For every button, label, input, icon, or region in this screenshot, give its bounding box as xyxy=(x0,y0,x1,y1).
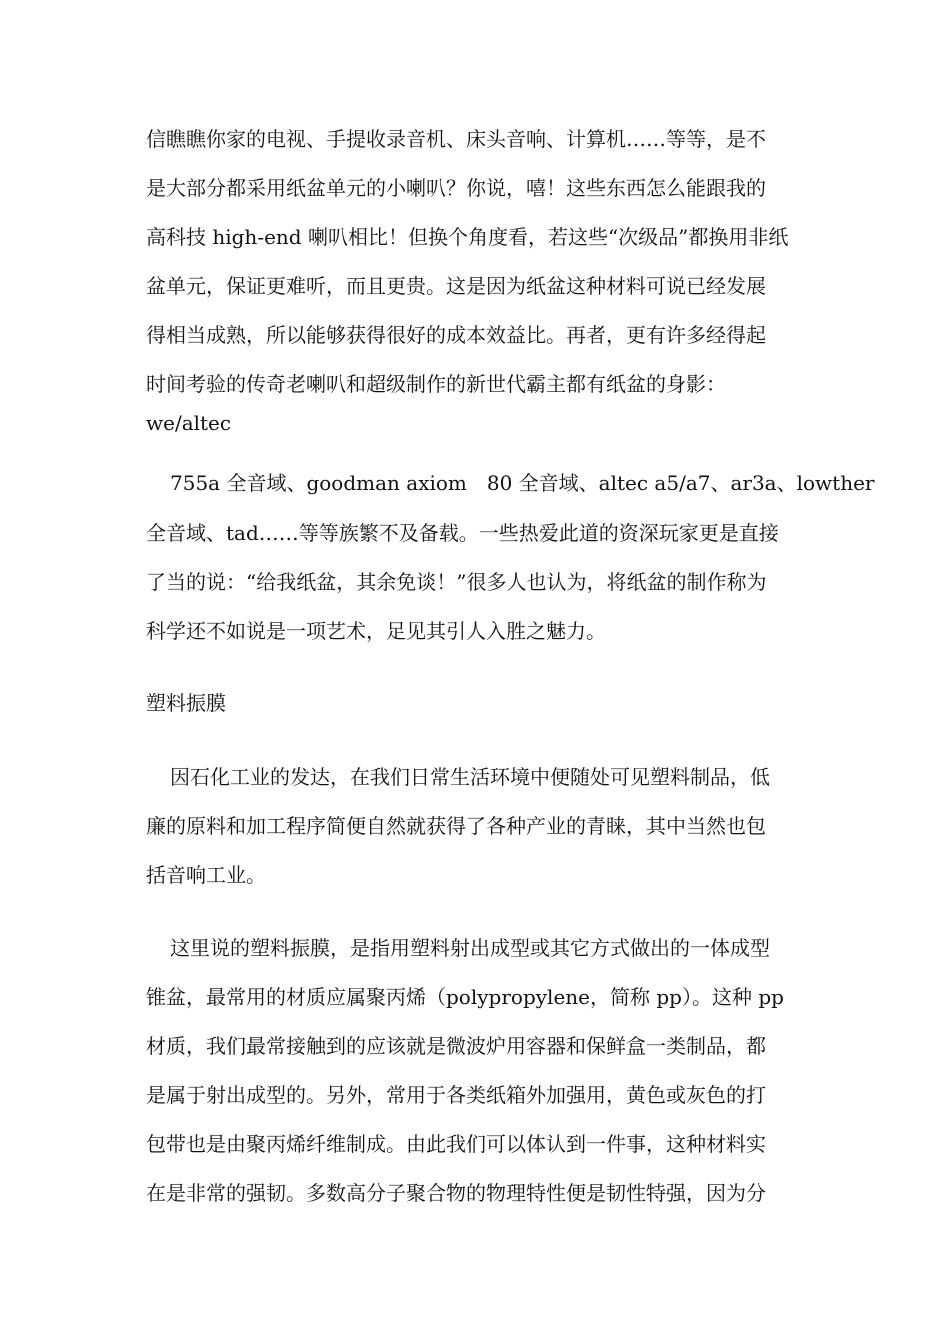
paragraph-line: 高科技 high-end 喇叭相比！但换个角度看，若这些“次级品”都换用非纸 xyxy=(146,225,789,249)
paragraph-line: 755a 全音域、goodman axiom 80 全音域、altec a5/a7、ar3a、lowther xyxy=(170,471,875,495)
paragraph-line: 时间考验的传奇老喇叭和超级制作的新世代霸主都有纸盆的身影： xyxy=(146,372,726,396)
paragraph-line: 包带也是由聚丙烯纤维制成。由此我们可以体认到一件事，这种材料实 xyxy=(146,1132,766,1156)
paragraph-line: 因石化工业的发达，在我们日常生活环境中便随处可见塑料制品，低 xyxy=(170,765,770,789)
paragraph-line: 信瞧瞧你家的电视、手提收录音机、床头音响、计算机……等等，是不 xyxy=(146,127,766,151)
paragraph-line: 全音域、tad……等等族繁不及备载。一些热爱此道的资深玩家更是直接 xyxy=(146,521,779,545)
paragraph-line: 得相当成熟，所以能够获得很好的成本效益比。再者，更有许多经得起 xyxy=(146,323,766,347)
paragraph-line: 锥盆，最常用的材质应属聚丙烯（polypropylene，简称 pp）。这种 pp xyxy=(146,985,784,1009)
section-heading: 塑料振膜 xyxy=(146,691,226,715)
paragraph-line: 是属于射出成型的。另外，常用于各类纸箱外加强用，黄色或灰色的打 xyxy=(146,1083,766,1107)
paragraph-line: 是大部分都采用纸盆单元的小喇叭？你说，嘻！这些东西怎么能跟我的 xyxy=(146,176,766,200)
paragraph-line: 括音响工业。 xyxy=(146,863,266,887)
paragraph-line: 廉的原料和加工程序简便自然就获得了各种产业的青睐，其中当然也包 xyxy=(146,814,766,838)
paragraph-line: 在是非常的强韧。多数高分子聚合物的物理特性便是韧性特强，因为分 xyxy=(146,1181,766,1205)
paragraph-line: 盆单元，保证更难听，而且更贵。这是因为纸盆这种材料可说已经发展 xyxy=(146,274,766,298)
paragraph-line: we/altec xyxy=(146,411,232,435)
paragraph-line: 科学还不如说是一项艺术，足见其引人入胜之魅力。 xyxy=(146,619,606,643)
paragraph-line: 这里说的塑料振膜，是指用塑料射出成型或其它方式做出的一体成型 xyxy=(170,936,770,960)
paragraph-line: 材质，我们最常接触到的应该就是微波炉用容器和保鲜盒一类制品，都 xyxy=(146,1034,766,1058)
paragraph-line: 了当的说：“给我纸盆，其余免谈！”很多人也认为，将纸盆的制作称为 xyxy=(146,570,767,594)
